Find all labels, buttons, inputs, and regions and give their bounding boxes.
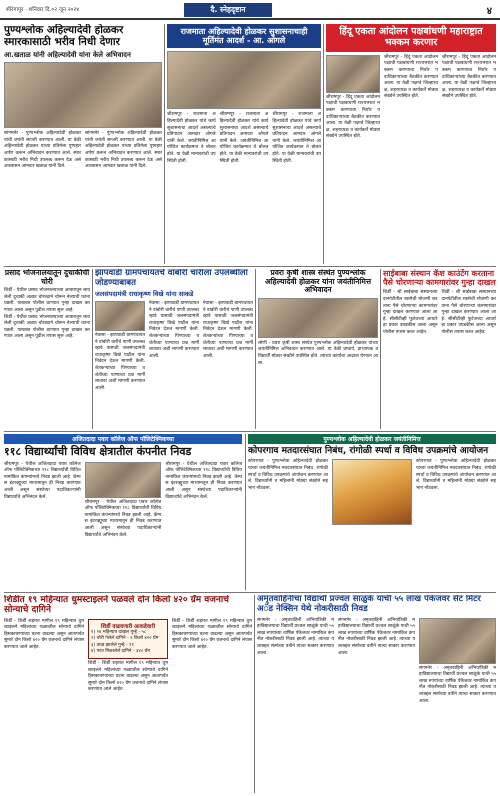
column-divider [92, 269, 93, 429]
article-kopargaon [248, 434, 496, 590]
masthead: दै. स्नेहदृष्टान [184, 3, 272, 17]
stats-row: १) २४ महिन्यात दाखल गुन्हे - ५८ [91, 629, 147, 635]
article-title: कोपरगाव मतदारसंघात निबंध, रांगोळी स्पर्धा व विविध उपक्रमांचे आयोजन [248, 446, 489, 456]
article-body: सांगमनेर - पुण्यश्लोक अहिल्यादेवी होळकर यांची जयंती साजरी करण्यात आली. या वेळी अहिल्यादेवी होळकर यांच्या प्रतिमेला पुष्पहार अर्पण करून अभिवादन करण्यात आले. स्मारकासाठी भरीव निधी उपलब्ध करून देऊ असे आश्वासन आमदार खताळ यांनी दिले. [4, 131, 81, 170]
article-photo [95, 301, 145, 331]
article-body: श्रीरामपूर - हिंदू एकता आंदोलन पक्षाची पक्षबांधणी राज्यभरात भक्कम करण्याचा निर्धार पदाधिकाऱ्यांच्या बैठकीत करण्यात आला. या वेळी पक्षाचे जिल्हाध्यक्ष, शहराध्यक्ष व कार्यकर्ते मोठ्या संख्येने उपस्थित होते. [384, 54, 438, 100]
article-body: शिर्डी - शिर्डी शहरात मागील १९ महिन्यात धुमस्टाइलने महिलांच्या गळ्यातील सोन्याचे दागिने हिसकावण्याच्या घटना वाढल्या असून आतापर्यंत सुमारे दोन किलो ४२० ग्रॅम वजनाचे दागिने लंपास करण्यात आले आहेत. [172, 618, 252, 651]
article-ahilyadevi-memorial [4, 24, 162, 264]
article-photo [4, 62, 162, 128]
article-body: श्रीरामपूर - हिंदू एकता आंदोलन पक्षाची पक्षबांधणी राज्यभरात भक्कम करण्याचा निर्धार पदाधिकाऱ्यांच्या बैठकीत करण्यात आला. या वेळी पक्षाचे जिल्हाध्यक्ष, शहराध्यक्ष व कार्यकर्ते मोठ्या संख्येने उपस्थित होते. [326, 94, 380, 140]
article-banner: अजितदादा पवार कॉलेज ऑफ पॉलिटेक्निकच्या [4, 434, 242, 444]
article-body: शिर्डी - शिर्डी शहरात मागील १९ महिन्यात धुमस्टाइलने महिलांच्या गळ्यातील सोन्याचे दागिने हिसकावण्याच्या घटना वाढल्या असून आतापर्यंत सुमारे दोन किलो ४२० ग्रॅम वजनाचे दागिने लंपास करण्यात आले आहेत. [88, 661, 168, 693]
row-divider [4, 431, 496, 432]
article-title: अमृतवाहिनीचा विद्यार्थी प्रज्वल साळुंके यांची ५५ लाख पॅकेजवर सेंट मिटर अॅड नेक्सिन येथे नोकरीसाठी निवड [257, 595, 481, 614]
stats-row: ४) परत मिळालेले दागिने - ३४० ग्रॅम [91, 649, 151, 655]
page-number: ४ [486, 6, 492, 17]
article-title: हिंदू एकता आंदोलन पक्षबांधणी महाराष्ट्रात भक्कम करणार [326, 24, 496, 52]
header-date: शीरंगापूर · शनिवार दि.०२ जून २०२४ [6, 7, 80, 13]
column-divider [323, 24, 324, 264]
article-saibaba-theft [383, 269, 496, 429]
article-body: कोपरगाव - पुण्यश्लोक अहिल्यादेवी होळकर यांच्या जयंतीनिमित्त मतदारसंघात निबंध, रांगोळी स्पर्धा व विविध उपक्रमांचे आयोजन करण्यात आले. विद्यार्थ्यांनी व महिलांनी मोठ्या संख्येने सहभाग नोंदवला. [248, 459, 328, 491]
row-divider [4, 266, 496, 267]
article-body: शिर्डी - श्री साईबाबा संस्थानच्या दानपेटीतील रकमेची मोजणी करताना पैसे चोरणाऱ्या कामगारांवर गुन्हा दाखल करण्यात आला आहे. सीसीटीव्ही फुटेजच्या आधारे हा प्रकार उघडकीस आला असून पोलीस तपास करत आहेत. [383, 290, 438, 335]
article-body: शिर्डी - येथील प्रसाद भोजनालयाच्या आवारातून लावलेली दुचाकी अज्ञात चोरट्याने चोरून नेल्याची घटना घडली. याबाबत पोलीस ठाण्यात गुन्हा दाखल करण्यात आला असून पुढील तपास सुरू आहे. [4, 314, 90, 340]
article-title: प्रसाद भोजनालयातून दुचाकीची चोरी [4, 269, 90, 286]
article-body: शिर्डी - श्री साईबाबा संस्थानच्या दानपेटीतील रकमेची मोजणी करताना पैसे चोरणाऱ्या कामगारांवर गुन्हा दाखल करण्यात आला आहे. सीसीटीव्ही फुटेजच्या आधारे हा प्रकार उघडकीस आला असून पोलीस तपास करत आहेत. [441, 290, 496, 335]
article-zapwadi [95, 269, 253, 429]
article-amrutvahini [257, 595, 496, 793]
column-divider [245, 434, 246, 590]
row-divider [4, 592, 496, 593]
article-polytechnic [4, 434, 242, 590]
article-body: श्रीरामपूर - येथील अजितदादा पवार कॉलेज ऑफ पॉलिटेक्निकच्या ११८ विद्यार्थ्यांची विविध नामांकित कंपन्यांमध्ये निवड झाली आहे. कॅम्पस इंटरव्ह्यूच्या माध्यमातून ही निवड करण्यात आली असून संस्थेच्या पदाधिकाऱ्यांनी विद्यार्थ्यांचे अभिनंदन केले. [84, 499, 162, 538]
article-title: प्रवरा कृषी शास्त्र संस्थेत पुण्यश्लोक अहिल्यादेवी होळकर यांना जयंतीनिमित्त अभिवादन [265, 269, 371, 295]
stats-row: ३) उघड झालेले गुन्हे - ११ [91, 642, 134, 648]
portrait-ahilyadevi [332, 459, 412, 525]
stats-row: २) चोरी गेलेले दागिने - २ किलो ४२० ग्रॅम [91, 636, 159, 642]
article-body: श्रीरामपूर - येथील अजितदादा पवार कॉलेज ऑफ पॉलिटेक्निकच्या ११८ विद्यार्थ्यांची विविध नामांकित कंपन्यांमध्ये निवड झाली आहे. कॅम्पस इंटरव्ह्यूच्या माध्यमातून ही निवड करण्यात आली असून संस्थेच्या पदाधिकाऱ्यांनी विद्यार्थ्यांचे अभिनंदन केले. [4, 461, 81, 500]
article-body: सांगमनेर - पुण्यश्लोक अहिल्यादेवी होळकर यांची जयंती साजरी करण्यात आली. या वेळी अहिल्यादेवी होळकर यांच्या प्रतिमेला पुष्पहार अर्पण करून अभिवादन करण्यात आले. स्मारकासाठी भरीव निधी उपलब्ध करून देऊ असे आश्वासन आमदार खताळ यांनी दिले. [85, 131, 162, 170]
article-photo [326, 55, 380, 93]
article-body: कोपरगाव - पुण्यश्लोक अहिल्यादेवी होळकर यांच्या जयंतीनिमित्त मतदारसंघात निबंध, रांगोळी स्पर्धा व विविध उपक्रमांचे आयोजन करण्यात आले. विद्यार्थ्यांनी व महिलांनी मोठ्या संख्येने सहभाग नोंदवला. [416, 459, 496, 491]
article-body: नेवासा - झापवाडी ग्रामपंचायतने वांबोरी चारीचे पाणी उपलब्ध व्हावे यासाठी जलसंपदामंत्री राधाकृष्ण विखे पाटील यांना निवेदन देऊन मागणी केली. शेतकऱ्यांच्या पिण्याच्या व शेतीच्या पाण्याचा प्रश्न मार्गी लावावा अशी मागणी करण्यात आली. [203, 301, 253, 359]
article-body: श्रीरामपूर - राजमाता अहिल्यादेवी होळकर यांचे कार्य सुशासनाचा आदर्श असल्याचे प्रतिपादन आमदार ओगले यांनी केले. जयंतीनिमित्त आयोजित कार्यक्रमात ते बोलत होते. या वेळी मान्यवरांची उपस्थिती होती. [167, 112, 216, 164]
article-subtitle: जलसंपदामंत्री राधाकृष्ण विखे यांना साकडे [95, 289, 194, 298]
article-title: ११८ विद्यार्थ्यांची विविध क्षेत्रातील कंपनीत निवड [4, 445, 192, 458]
article-title: साईबाबा संस्थान कॅश काउंटेंग करताना पैसे चोरणाऱ्या कामगारांवर गुन्हा दाखल [383, 269, 496, 288]
article-body: श्रीरामपूर - राजमाता अहिल्यादेवी होळकर यांचे कार्य सुशासनाचा आदर्श असल्याचे प्रतिपादन आमदार ओगले यांनी केले. जयंतीनिमित्त आयोजित कार्यक्रमात ते बोलत होते. या वेळी मान्यवरांची उपस्थिती होती. [272, 112, 321, 164]
article-hindu-ekta [326, 24, 496, 264]
article-body: संगमनेर - अमृतवाहिनी अभियांत्रिकी महाविद्यालयाचा विद्यार्थी प्रज्वल साळुंके याची ५५ लाख रुपयांच्या वार्षिक पॅकेजवर नामांकित कंपनीत नोकरीसाठी निवड झाली आहे. त्याच्या यशाबद्दल संस्थेच्या वतीने त्याचा सत्कार करण्यात आला. [338, 617, 415, 656]
article-photo [167, 51, 321, 109]
article-body: नेवासा - झापवाडी ग्रामपंचायतने वांबोरी चारीचे पाणी उपलब्ध व्हावे यासाठी जलसंपदामंत्री राधाकृष्ण विखे पाटील यांना निवेदन देऊन मागणी केली. शेतकऱ्यांच्या पिण्याच्या व शेतीच्या पाण्याचा प्रश्न मार्गी लावावा अशी मागणी करण्यात आली. [149, 301, 199, 359]
article-title: राजमाता अहिल्यादेवी होळकर सुशासनाचाही मूर्तिमंत आदर्श - आ. ओगले [167, 24, 321, 48]
page-header [0, 0, 500, 20]
article-title: पुण्यश्लोक अहिल्यादेवी होळकर स्मारकासाठी भरीव निधी देणार [4, 24, 124, 49]
stats-box-title: शिर्डी वाढवणारी आकडेवारी [100, 623, 156, 630]
article-bike-theft [4, 269, 90, 429]
article-body: संगमनेर - अमृतवाहिनी अभियांत्रिकी महाविद्यालयाचा विद्यार्थी प्रज्वल साळुंके याची ५५ लाख रुपयांच्या वार्षिक पॅकेजवर नामांकित कंपनीत नोकरीसाठी निवड झाली आहे. त्याच्या यशाबद्दल संस्थेच्या वतीने त्याचा सत्कार करण्यात आला. [257, 617, 334, 656]
article-body: श्रीरामपूर - राजमाता अहिल्यादेवी होळकर यांचे कार्य सुशासनाचा आदर्श असल्याचे प्रतिपादन आमदार ओगले यांनी केले. जयंतीनिमित्त आयोजित कार्यक्रमात ते बोलत होते. या वेळी मान्यवरांची उपस्थिती होती. [219, 112, 269, 164]
article-photo [419, 618, 496, 664]
article-banner: पुण्यश्लोक अहिल्यादेवी होळकर जयंतीनिमित्त [248, 434, 496, 444]
column-divider [255, 269, 256, 429]
article-body: शिर्डी - शिर्डी शहरात मागील १९ महिन्यात धुमस्टाइलने महिलांच्या गळ्यातील सोन्याचे दागिने हिसकावण्याच्या घटना वाढल्या असून आतापर्यंत सुमारे दोन किलो ४२० ग्रॅम वजनाचे दागिने लंपास करण्यात आले आहेत. [4, 618, 84, 651]
stats-box [88, 619, 168, 659]
article-shirdi-chain-snatching [4, 595, 252, 793]
article-pravara [258, 269, 378, 429]
article-body: श्रीरामपूर - हिंदू एकता आंदोलन पक्षाची पक्षबांधणी राज्यभरात भक्कम करण्याचा निर्धार पदाधिकाऱ्यांच्या बैठकीत करण्यात आला. या वेळी पक्षाचे जिल्हाध्यक्ष, शहराध्यक्ष व कार्यकर्ते मोठ्या संख्येने उपस्थित होते. [442, 54, 496, 100]
article-body: नेवासा - झापवाडी ग्रामपंचायतने वांबोरी चारीचे पाणी उपलब्ध व्हावे यासाठी जलसंपदामंत्री राधाकृष्ण विखे पाटील यांना निवेदन देऊन मागणी केली. शेतकऱ्यांच्या पिण्याच्या व शेतीच्या पाण्याचा प्रश्न मार्गी लावावा अशी मागणी करण्यात आली. [95, 333, 145, 391]
article-title: झापवाडी ग्रामपंचायतचे वांबोरी चारीला उपलब्धीला जोडण्याबाबत [95, 269, 248, 288]
article-photo [85, 462, 162, 498]
column-divider [380, 269, 381, 429]
column-divider [254, 595, 255, 793]
column-divider [164, 24, 165, 264]
article-body: श्रीरामपूर - येथील अजितदादा पवार कॉलेज ऑफ पॉलिटेक्निकच्या ११८ विद्यार्थ्यांची विविध नामांकित कंपन्यांमध्ये निवड झाली आहे. कॅम्पस इंटरव्ह्यूच्या माध्यमातून ही निवड करण्यात आली असून संस्थेच्या पदाधिकाऱ्यांनी विद्यार्थ्यांचे अभिनंदन केले. [165, 461, 242, 500]
article-body: संगमनेर - अमृतवाहिनी अभियांत्रिकी महाविद्यालयाचा विद्यार्थी प्रज्वल साळुंके याची ५५ लाख रुपयांच्या वार्षिक पॅकेजवर नामांकित कंपनीत नोकरीसाठी निवड झाली आहे. त्याच्या यशाबद्दल संस्थेच्या वतीने त्याचा सत्कार करण्यात आला. [419, 665, 496, 704]
article-subtitle: आ.खताळ यांनी अहिल्यादेवी यांना केले अभिवादन [4, 51, 131, 60]
article-title: शिर्डीत १९ महिन्यात धुमस्टाइलने पळवले दोन किलो ४२० ग्रॅम वजनाचे सोन्याचे दागिने [4, 595, 229, 616]
article-ogle-governance [167, 24, 321, 264]
article-body: लोणी - प्रवरा कृषी शास्त्र संस्थेत पुण्यश्लोक अहिल्यादेवी होळकर यांच्या जयंतीनिमित्त अभिवादन करण्यात आले. या वेळी प्राचार्य, प्राध्यापक व विद्यार्थी मोठ्या संख्येने उपस्थित होते. त्यांच्या कार्याचा आढावा घेण्यात आला. [258, 340, 378, 366]
article-body: शिर्डी - येथील प्रसाद भोजनालयाच्या आवारातून लावलेली दुचाकी अज्ञात चोरट्याने चोरून नेल्याची घटना घडली. याबाबत पोलीस ठाण्यात गुन्हा दाखल करण्यात आला असून पुढील तपास सुरू आहे. [4, 288, 90, 314]
article-photo [258, 298, 378, 338]
